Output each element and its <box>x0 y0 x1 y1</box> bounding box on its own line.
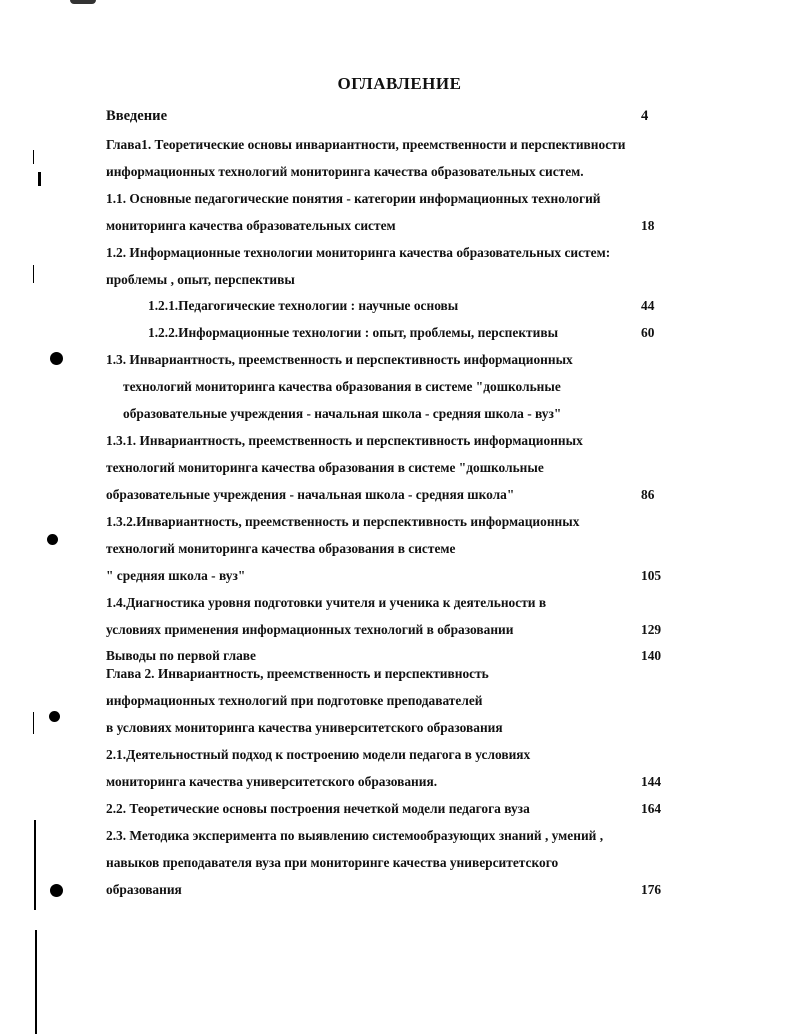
toc-line: навыков преподавателя вуза при мониторинге качества университетского <box>106 855 559 870</box>
toc-page-number: 129 <box>641 622 662 637</box>
toc-line: мониторинга качества образовательных систем <box>106 218 396 233</box>
toc-line: технологий мониторинга качества образования в системе <box>106 541 456 556</box>
scan-edge-4 <box>33 712 34 734</box>
toc-line: условиях применения информационных технологий в образовании <box>106 622 514 637</box>
toc-line: технологий мониторинга качества образования в системе "дошкольные <box>123 379 561 394</box>
toc-line: 1.2.1.Педагогические технологии : научные основы <box>148 298 459 313</box>
toc-line: 2.3. Методика эксперимента по выявлению системообразующих знаний , умений , <box>106 828 604 843</box>
toc-line: 1.2. Информационные технологии мониторинга качества образовательных систем: <box>106 245 611 260</box>
toc-line: проблемы , опыт, перспективы <box>106 272 295 287</box>
scan-edge-2 <box>38 172 41 186</box>
toc-line: 1.2.2.Информационные технологии : опыт, проблемы, перспективы <box>148 325 559 340</box>
toc-line: Введение <box>106 108 168 124</box>
toc-page-number: 105 <box>641 568 662 583</box>
toc-page-number: 4 <box>641 108 649 124</box>
toc-line: " средняя школа - вуз" <box>106 568 246 583</box>
scan-mark-top <box>70 0 96 4</box>
scan-edge-3 <box>33 265 34 283</box>
toc-page-number: 140 <box>641 648 662 663</box>
toc-line: 1.4.Диагностика уровня подготовки учителя и ученика к деятельности в <box>106 595 547 610</box>
toc-line: мониторинга качества университетского образования. <box>106 774 438 789</box>
toc-page-number: 144 <box>641 774 662 789</box>
toc-line: Выводы по первой главе <box>106 648 256 663</box>
scan-edge-6 <box>35 930 37 1034</box>
punch-hole-4 <box>50 884 63 897</box>
toc-line: информационных технологий мониторинга качества образовательных систем. <box>106 164 584 179</box>
scan-edge-5 <box>34 820 36 910</box>
toc-line: образовательные учреждения - начальная школа - средняя школа - вуз" <box>123 406 562 421</box>
toc-page-number: 18 <box>641 218 655 233</box>
page-title: ОГЛАВЛЕНИЕ <box>337 74 462 93</box>
punch-hole-1 <box>50 352 63 365</box>
toc-line: 1.3.2.Инвариантность, преемственность и перспективность информационных <box>106 514 580 529</box>
toc-page-number: 60 <box>641 325 655 340</box>
punch-hole-2 <box>47 534 58 545</box>
toc-line: 2.2. Теоретические основы построения нечеткой модели педагога вуза <box>106 801 530 816</box>
toc-line: Глава1. Теоретические основы инвариантности, преемственности и перспективности <box>106 137 626 152</box>
toc-line: 2.1.Деятельностный подход к построению модели педагога в условиях <box>106 747 531 762</box>
toc-page-number: 164 <box>641 801 662 816</box>
toc-line: 1.3.1. Инвариантность, преемственность и перспективность информационных <box>106 433 583 448</box>
toc-line: образовательные учреждения - начальная школа - средняя школа" <box>106 487 515 502</box>
toc-page-number: 86 <box>641 487 655 502</box>
toc-line: 1.1. Основные педагогические понятия - категории информационных технологий <box>106 191 601 206</box>
punch-hole-3 <box>49 711 60 722</box>
toc-line: в условиях мониторинга качества университетского образования <box>106 720 503 735</box>
toc-line: 1.3. Инвариантность, преемственность и перспективность информационных <box>106 352 573 367</box>
toc-line: технологий мониторинга качества образования в системе "дошкольные <box>106 460 544 475</box>
toc-line: Глава 2. Инвариантность, преемственность и перспективность <box>106 666 489 681</box>
toc-page-number: 176 <box>641 882 662 897</box>
toc-line: информационных технологий при подготовке преподавателей <box>106 693 483 708</box>
toc-page-number: 44 <box>641 298 655 313</box>
toc-line: образования <box>106 882 182 897</box>
scan-edge-1 <box>33 150 34 164</box>
